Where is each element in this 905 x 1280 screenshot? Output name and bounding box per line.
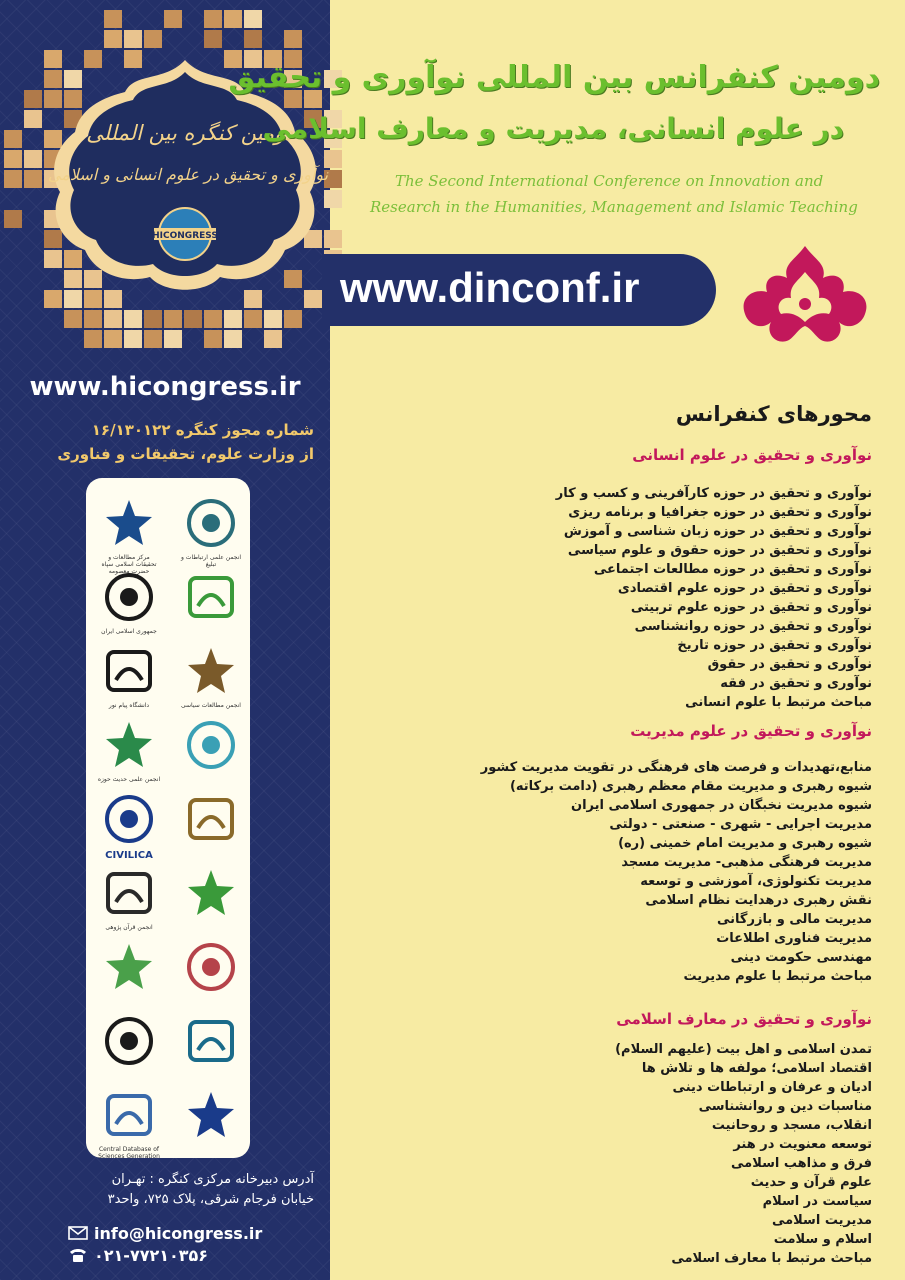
list-item: ادیان و عرفان و ارتباطات دینی bbox=[672, 1080, 872, 1095]
title-english-line1: The Second International Conference on Innovation and bbox=[395, 172, 824, 190]
section-heading-humanities: نوآوری و تحقیق در علوم انسانی bbox=[632, 446, 872, 464]
title-english-line2: Research in the Humanities, Management and Islamic Teaching bbox=[370, 198, 858, 216]
mosaic-tile bbox=[84, 330, 102, 348]
logo-civilica-icon bbox=[100, 792, 158, 850]
badge-line2: نوآوری و تحقیق در علوم انسانی و اسلامی bbox=[47, 165, 329, 184]
mosaic-tile bbox=[204, 10, 222, 28]
mosaic-tile bbox=[164, 310, 182, 328]
list-item: نوآوری و تحقیق در حوزه کارآفرینی و کسب و کار bbox=[555, 486, 872, 501]
list-item: نوآوری و تحقیق در حوزه علوم اقتصادی bbox=[617, 581, 872, 596]
envelope-icon bbox=[68, 1226, 88, 1240]
list-item: سیاست در اسلام bbox=[762, 1194, 872, 1209]
mosaic-tile bbox=[284, 30, 302, 48]
list-item: انقلاب، مسجد و روحانیت bbox=[711, 1118, 872, 1133]
section-heading-management: نوآوری و تحقیق در علوم مدیریت bbox=[630, 722, 872, 740]
conference-url-banner[interactable] bbox=[322, 254, 716, 326]
phone-row[interactable] bbox=[68, 1244, 262, 1266]
mosaic-tile bbox=[124, 310, 142, 328]
list-item: مدیریت اجرایی - شهری - صنعتی - دولتی bbox=[609, 817, 872, 832]
mosaic-tile bbox=[84, 310, 102, 328]
email-text[interactable]: info@hicongress.ir bbox=[94, 1223, 263, 1243]
floral-ornament-icon bbox=[735, 242, 875, 350]
logo-label: دانشگاه پیام نور bbox=[108, 702, 150, 709]
mosaic-tile bbox=[144, 310, 162, 328]
mosaic-tile bbox=[4, 210, 22, 228]
list-item: نوآوری و تحقیق در حوزه علوم تربیتی bbox=[630, 600, 872, 615]
mosaic-tile bbox=[204, 30, 222, 48]
list-item: علوم قرآن و حدیث bbox=[750, 1175, 872, 1190]
phone-text[interactable]: ۰۲۱-۷۷۲۱۰۳۵۶ bbox=[94, 1245, 209, 1265]
address-line1: آدرس دبیرخانه مرکزی کنگره : تهـران bbox=[111, 1172, 314, 1187]
list-item: نوآوری و تحقیق در حوزه تاریخ bbox=[677, 638, 872, 653]
logo-label: انجمن علمی حدیث حوزه bbox=[97, 776, 161, 783]
logo-hozeh-icon bbox=[100, 718, 158, 776]
list-item: تمدن اسلامی و اهل بیت (علیهم السلام) bbox=[615, 1042, 872, 1057]
humanities-list bbox=[460, 484, 872, 712]
list-item: مباحث مرتبط با معارف اسلامی bbox=[671, 1251, 872, 1266]
logo-quran-icon bbox=[100, 866, 158, 924]
list-item: نوآوری و تحقیق در حوزه جغرافیا و برنامه ریزی bbox=[568, 505, 872, 520]
mosaic-tile bbox=[104, 330, 122, 348]
logo-teal-icon bbox=[100, 1014, 158, 1072]
list-item: فرق و مذاهب اسلامی bbox=[731, 1156, 872, 1171]
list-item: مناسبات دین و روانشناسی bbox=[698, 1099, 872, 1114]
hicongress-website[interactable]: www.hicongress.ir bbox=[29, 372, 301, 402]
conference-url[interactable]: www.dinconf.ir bbox=[340, 264, 640, 311]
license-number: شماره مجوز کنگره ۱۶/۱۳۰۱۲۲ bbox=[91, 421, 314, 439]
list-item: اسلام و سلامت bbox=[773, 1232, 872, 1247]
secretariat-address bbox=[18, 1170, 314, 1210]
list-item: نوآوری و تحقیق در حقوق bbox=[707, 657, 872, 672]
logo-label: انجمن قرآن پژوهی bbox=[105, 924, 153, 931]
list-item: مدیریت فناوری اطلاعات bbox=[716, 931, 872, 946]
list-item: شیوه مدیریت نخبگان در جمهوری اسلامی ایران bbox=[571, 798, 872, 813]
mosaic-tile bbox=[4, 170, 22, 188]
mosaic-tile bbox=[224, 10, 242, 28]
mosaic-tile bbox=[124, 30, 142, 48]
mosaic-tile bbox=[244, 310, 262, 328]
mosaic-tile bbox=[244, 30, 262, 48]
telephone-icon bbox=[68, 1247, 88, 1263]
logo-siasi-icon bbox=[182, 644, 240, 702]
license-issuer: از وزارت علوم، تحقیقات و فناوری bbox=[57, 445, 314, 463]
list-item: مدیریت مالی و بازرگانی bbox=[717, 912, 872, 927]
logo-mosque-icon bbox=[182, 1088, 240, 1146]
logo-label: انجمن مطالعات سیاسی bbox=[181, 702, 241, 709]
logo-label: Central Database of Sciences Generation bbox=[98, 1146, 160, 1160]
logo-cdse-icon bbox=[100, 1088, 158, 1146]
mosaic-tile bbox=[104, 10, 122, 28]
list-item: نوآوری و تحقیق در فقه bbox=[720, 676, 872, 691]
mosaic-tile bbox=[144, 30, 162, 48]
logo-star-icon bbox=[182, 570, 240, 628]
list-item: اقتصاد اسلامی؛ مولفه ها و تلاش ها bbox=[641, 1061, 872, 1076]
list-item: مباحث مرتبط با علوم انسانی bbox=[685, 695, 872, 710]
mosaic-tile bbox=[204, 330, 222, 348]
logo-label: مرکز مطالعات و تحقیقات اسلامی سپاه حضرت معصومه bbox=[101, 554, 157, 575]
mosaic-tile bbox=[244, 10, 262, 28]
logo-ravanshenasi-icon bbox=[182, 792, 240, 850]
list-item: مدیریت تکنولوژی، آموزشی و توسعه bbox=[640, 874, 872, 889]
islamic-list bbox=[460, 1040, 872, 1268]
title-persian-line2: در علوم انسانی، مدیریت و معارف اسلامی bbox=[262, 112, 844, 145]
license-info bbox=[14, 418, 314, 466]
list-item: منابع،تهدیدات و فرصت های فرهنگی در تقویت مدیریت کشور bbox=[480, 760, 872, 775]
list-item: مدیریت فرهنگی مذهبی- مدیریت مسجد bbox=[621, 855, 872, 870]
mosaic-tile bbox=[164, 330, 182, 348]
address-line2: خیابان فرجام شرقی، پلاک ۷۲۵، واحد۳ bbox=[107, 1192, 314, 1207]
list-item: نوآوری و تحقیق در حوزه روانشناسی bbox=[634, 619, 872, 634]
logo-green-icon bbox=[182, 866, 240, 924]
mosaic-tile bbox=[104, 310, 122, 328]
mosaic-tile bbox=[224, 310, 242, 328]
mosaic-tile bbox=[204, 310, 222, 328]
list-item: نوآوری و تحقیق در حوزه زبان شناسی و آموزش bbox=[563, 524, 872, 539]
mosaic-tile bbox=[4, 130, 22, 148]
list-item: نقش رهبری درهدایت نظام اسلامی bbox=[645, 893, 872, 908]
logo-shield-icon bbox=[182, 1014, 240, 1072]
mosaic-tile bbox=[224, 330, 242, 348]
logo-soroush-icon bbox=[182, 718, 240, 776]
list-item: نوآوری و تحقیق در حوزه حقوق و علوم سیاسی bbox=[567, 543, 872, 558]
section-heading-islamic: نوآوری و تحقیق در معارف اسلامی bbox=[616, 1010, 872, 1028]
list-item: شیوه رهبری و مدیریت امام خمینی (ره) bbox=[618, 836, 872, 851]
sponsor-logos-panel bbox=[86, 478, 250, 1158]
mosaic-tile bbox=[264, 330, 282, 348]
logo-label: انجمن علمی ارتباطات و تبلیغ bbox=[180, 554, 242, 568]
mosaic-tile bbox=[264, 310, 282, 328]
logo-iran-icon bbox=[100, 570, 158, 628]
title-persian-line1: دومین کنفرانس بین المللی نوآوری و تحقیق bbox=[228, 60, 880, 95]
mosaic-tile bbox=[4, 150, 22, 168]
emblem-text: HICONGRESS bbox=[152, 231, 218, 241]
list-item: توسعه معنویت در هنر bbox=[733, 1137, 872, 1152]
logo-payamnoor-icon bbox=[100, 644, 158, 702]
list-item: نوآوری و تحقیق در حوزه مطالعات اجتماعی bbox=[593, 562, 872, 577]
mosaic-tile bbox=[184, 310, 202, 328]
management-list bbox=[460, 758, 872, 986]
logo-hekmat-icon bbox=[100, 496, 158, 554]
mosaic-tile bbox=[164, 10, 182, 28]
conference-axes-title: محورهای کنفرانس bbox=[675, 402, 872, 426]
contact-info bbox=[68, 1222, 262, 1266]
logo-green-circle-icon bbox=[182, 940, 240, 998]
logo-label: CIVILICA bbox=[105, 850, 153, 861]
mosaic-tile bbox=[104, 30, 122, 48]
list-item: مهندسی حکومت دینی bbox=[730, 950, 872, 965]
email-row[interactable] bbox=[68, 1222, 262, 1244]
list-item: شیوه رهبری و مدیریت مقام معظم رهبری (دامت برکاته) bbox=[509, 779, 872, 794]
mosaic-tile bbox=[64, 310, 82, 328]
mosaic-tile bbox=[284, 310, 302, 328]
mosaic-tile bbox=[124, 330, 142, 348]
logo-pink-icon bbox=[100, 940, 158, 998]
mosaic-tile bbox=[144, 330, 162, 348]
badge-line1: دومین کنگره بین المللی bbox=[86, 121, 294, 145]
list-item: مدیریت اسلامی bbox=[771, 1213, 872, 1228]
logo-label: جمهوری اسلامی ایران bbox=[101, 628, 157, 635]
logo-tahqiqat-icon bbox=[182, 496, 240, 554]
list-item: مباحث مرتبط با علوم مدیریت bbox=[683, 969, 872, 984]
